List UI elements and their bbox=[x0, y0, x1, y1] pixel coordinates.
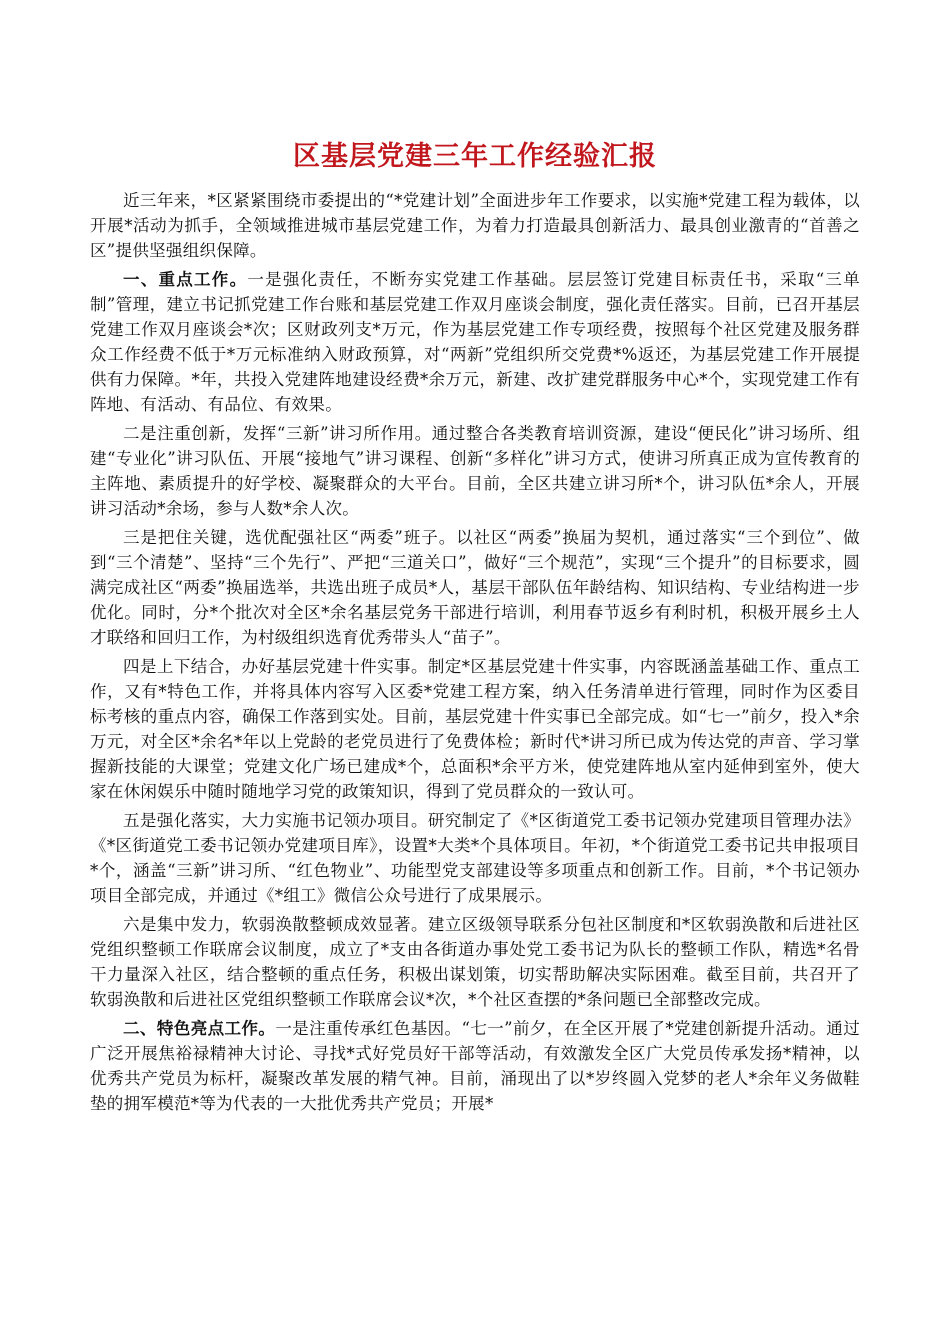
paragraph-text: 五是强化落实，大力实施书记领办项目。研究制定了《*区街道党工委书记领办党建项目管理办法》《*区街道党工委书记领办党建项目库》，设置*大类*个具体项目。年初，*个街道党工委书记共申报项目*个，涵盖“三新”讲习所、“红色物业”、功能型党支部建设等多项重点和创新工作。目前，*个书记领办项目全部完成，并通过《*组工》微信公众号进行了成果展示。 bbox=[90, 811, 860, 905]
document-title: 区基层党建三年工作经验汇报 bbox=[293, 141, 657, 172]
paragraph bbox=[90, 654, 860, 804]
document-body bbox=[90, 188, 860, 1116]
paragraph bbox=[90, 188, 860, 263]
document-page bbox=[90, 140, 860, 1120]
paragraph-text: 一是强化责任，不断夯实党建工作基础。层层签订党建目标责任书，采取“三单制”管理，建立书记抓党建工作台账和基层党建工作双月座谈会制度，强化责任落实。目前，已召开基层党建工作双月座谈会*次；区财政列支*万元，作为基层党建工作专项经费，按照每个社区党建及服务群众工作经费不低于*万元标准纳入财政预算，对“两新”党组织所交党费*%返还，为基层党建工作开展提供有力保障。*年，共投入党建阵地建设经费*余万元，新建、改扩建党群服务中心*个，实现党建工作有阵地、有活动、有品位、有效果。 bbox=[90, 270, 860, 414]
paragraph bbox=[90, 808, 860, 908]
paragraph bbox=[90, 421, 860, 521]
paragraph bbox=[90, 267, 860, 417]
paragraph bbox=[90, 525, 860, 650]
paragraph bbox=[90, 912, 860, 1012]
section-heading: 一、重点工作。 bbox=[123, 270, 248, 289]
section-heading: 二、特色亮点工作。 bbox=[123, 1019, 276, 1038]
paragraph-text: 六是集中发力，软弱涣散整顿成效显著。建立区级领导联系分包社区制度和*区软弱涣散和后进社区党组织整顿工作联席会议制度，成立了*支由各街道办事处党工委书记为队长的整顿工作队，精选*名骨干力量深入社区，结合整顿的重点任务，积极出谋划策，切实帮助解决实际困难。截至目前，共召开了软弱涣散和后进社区党组织整顿工作联席会议*次，*个社区查摆的*条问题已全部整改完成。 bbox=[90, 915, 860, 1009]
paragraph-text: 四是上下结合，办好基层党建十件实事。制定*区基层党建十件实事，内容既涵盖基础工作、重点工作，又有*特色工作，并将具体内容写入区委*党建工程方案，纳入任务清单进行管理，同时作为区委目标考核的重点内容，确保工作落到实处。目前，基层党建十件实事已全部完成。如“七一”前夕，投入*余万元，对全区*余名*年以上党龄的老党员进行了免费体检；新时代*讲习所已成为传达党的声音、学习掌握新技能的大课堂；党建文化广场已建成*个，总面积*余平方米，使党建阵地从室内延伸到室外，使大家在休闲娱乐中随时随地学习党的政策知识，得到了党员群众的一致认可。 bbox=[90, 657, 860, 801]
paragraph-text: 近三年来，*区紧紧围绕市委提出的“*党建计划”全面进步年工作要求，以实施*党建工程为载体，以开展*活动为抓手，全领域推进城市基层党建工作，为着力打造最具创新活力、最具创业激青的“首善之区”提供坚强组织保障。 bbox=[90, 191, 860, 260]
paragraph-text: 三是把住关键，选优配强社区“两委”班子。以社区“两委”换届为契机，通过落实“三个到位”、做到“三个清楚”、坚持“三个先行”、严把“三道关口”，做好“三个规范”，实现“三个提升”的目标要求，圆满完成社区“两委”换届选举，共选出班子成员*人，基层干部队伍年龄结构、知识结构、专业结构进一步优化。同时，分*个批次对全区*余名基层党务干部进行培训，利用春节返乡有利时机，积极开展乡土人才联络和回归工作，为村级组织选育优秀带头人“苗子”。 bbox=[90, 528, 860, 647]
paragraph-text: 一是注重传承红色基因。“七一”前夕，在全区开展了*党建创新提升活动。通过广泛开展焦裕禄精神大讨论、寻找*式好党员好干部等活动，有效激发全区广大党员传承发扬*精神，以优秀共产党员为标杆，凝聚改革发展的精气神。目前，涌现出了以*岁终圆入党梦的老人*余年义务做鞋垫的拥军模范*等为代表的一大批优秀共产党员；开展* bbox=[90, 1019, 861, 1113]
paragraph bbox=[90, 1016, 860, 1116]
paragraph-text: 二是注重创新，发挥“三新”讲习所作用。通过整合各类教育培训资源，建设“便民化”讲习场所、组建“专业化”讲习队伍、开展“接地气”讲习课程、创新“多样化”讲习方式，使讲习所真正成为宣传教育的主阵地、素质提升的好学校、凝聚群众的大平台。目前，全区共建立讲习所*个，讲习队伍*余人，开展讲习活动*余场，参与人数*余人次。 bbox=[90, 424, 860, 518]
